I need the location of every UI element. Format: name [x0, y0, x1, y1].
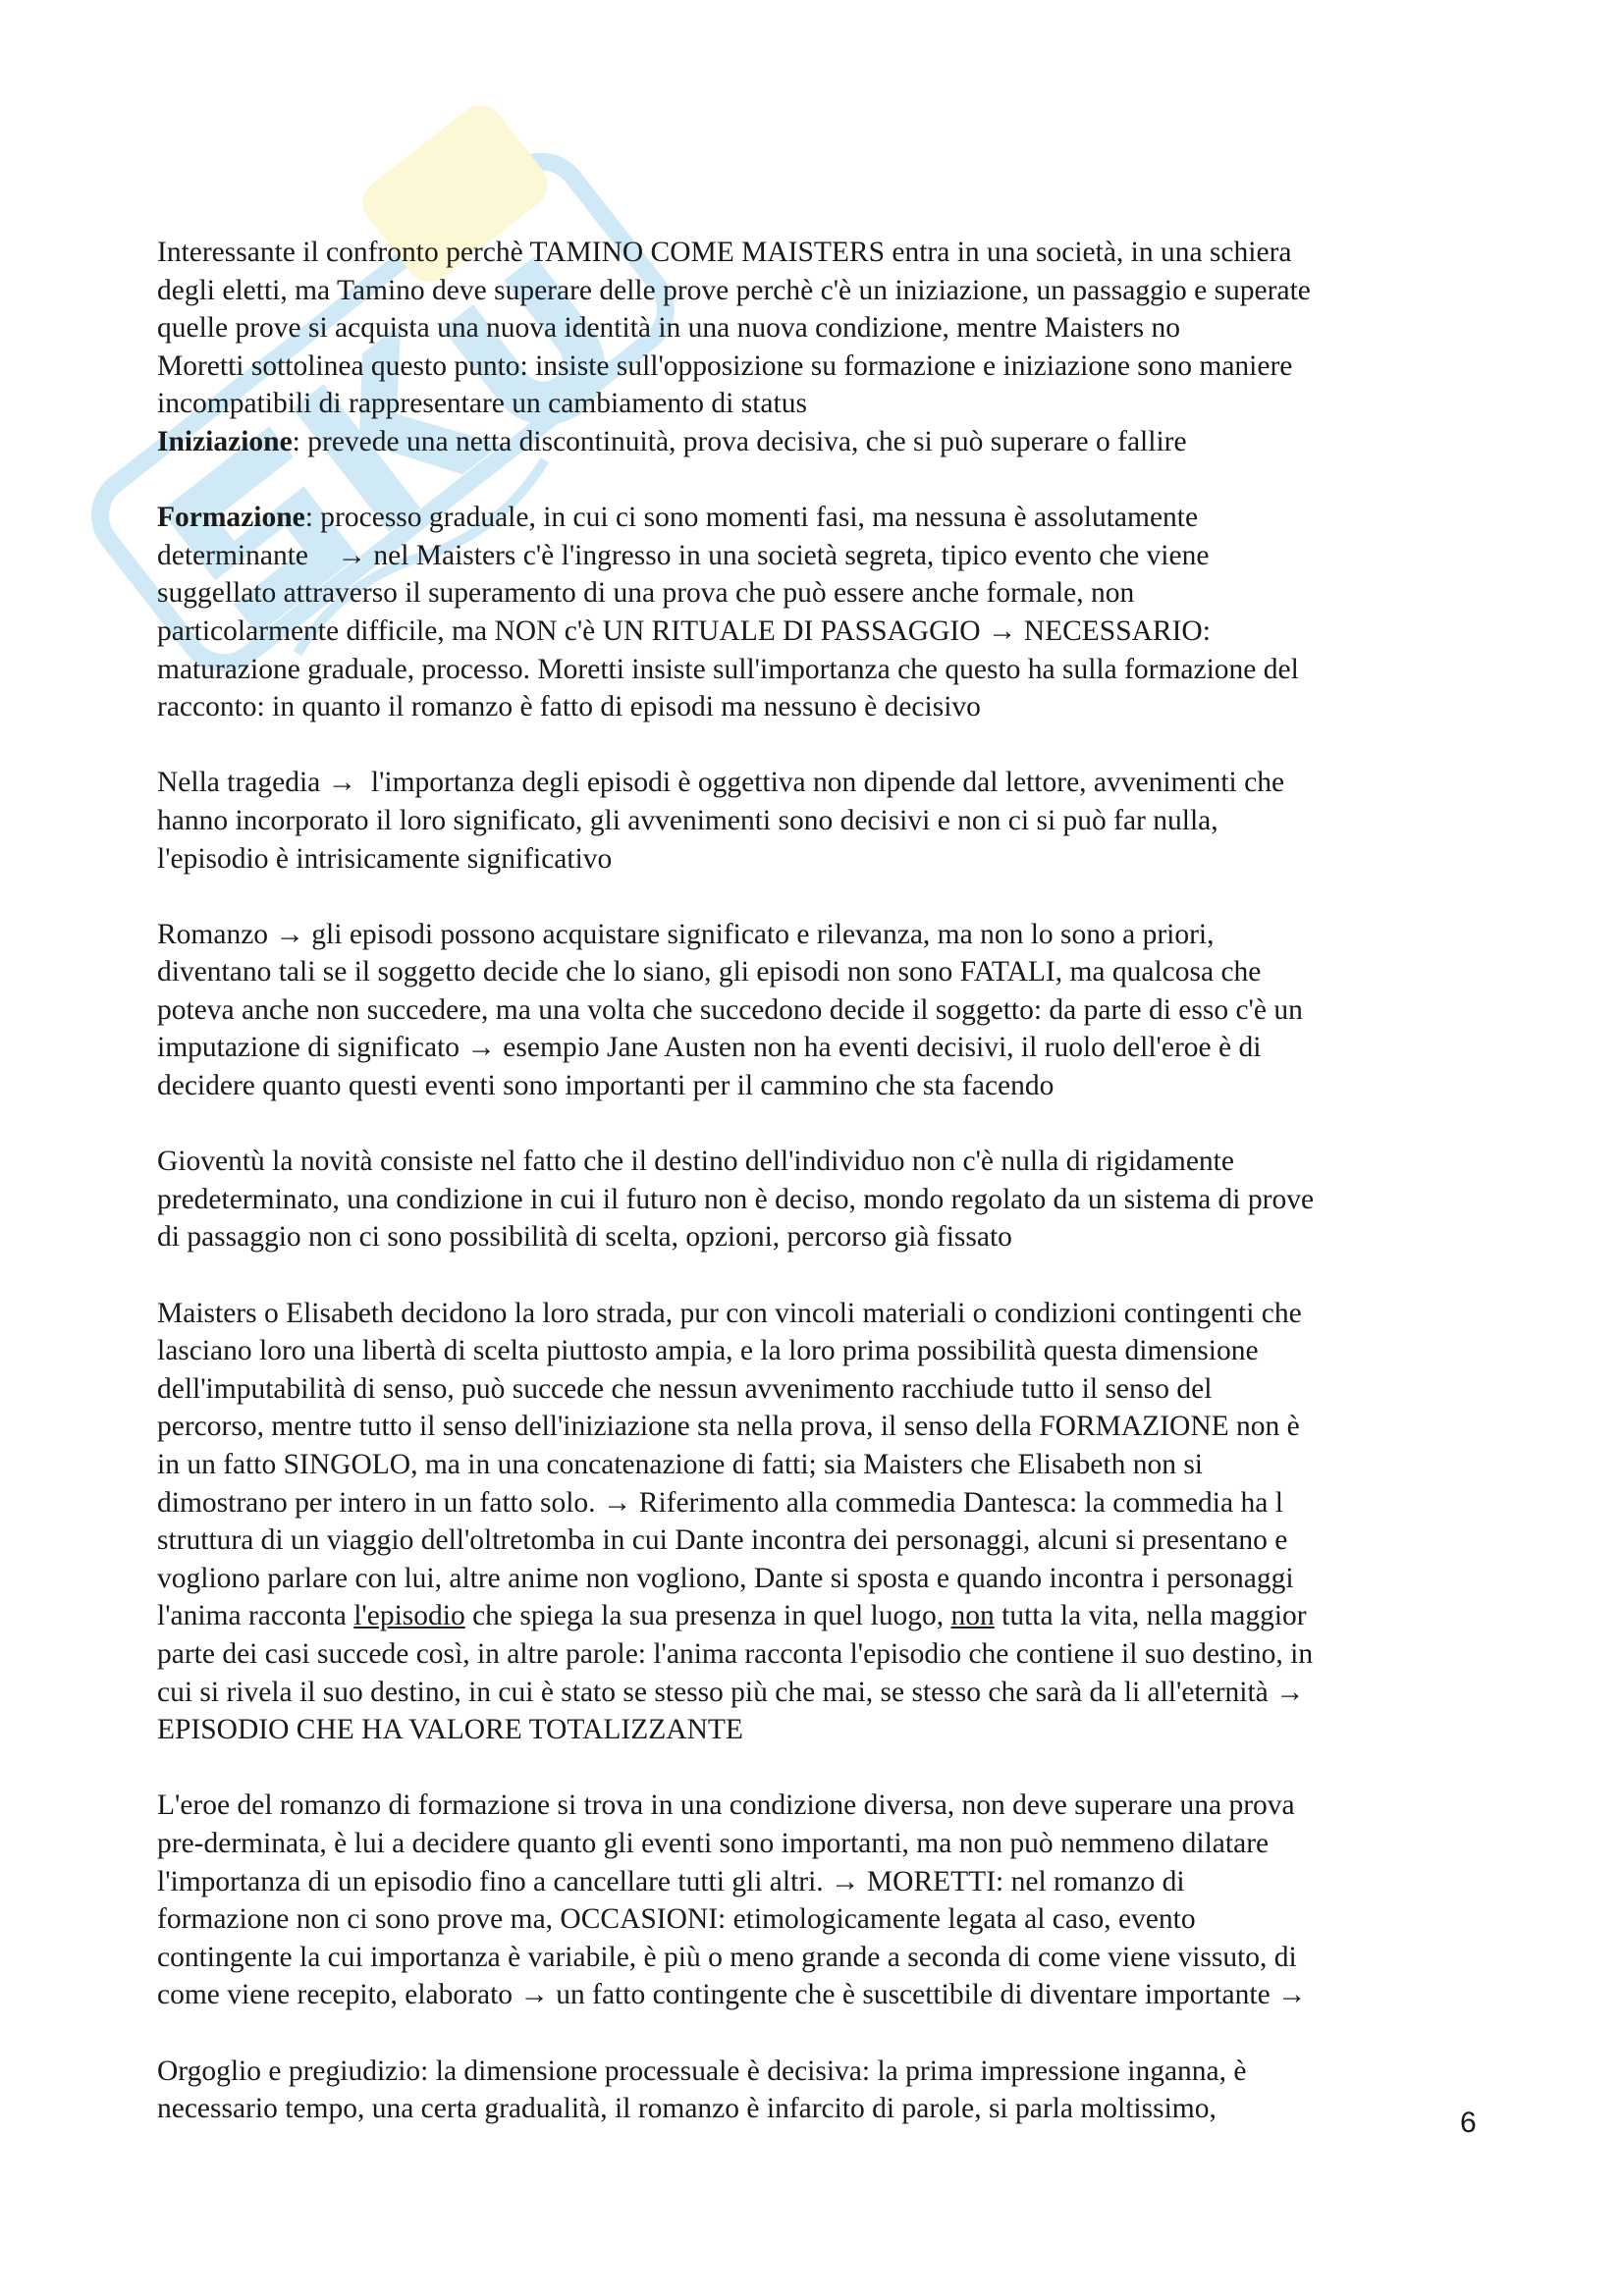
text-line: decidere quanto questi eventi sono importanti per il cammino che sta facendo	[157, 1070, 1055, 1102]
text-line: pre-derminata, è lui a decidere quanto gli eventi sono importanti, ma non può nemmeno dilatare	[157, 1827, 1270, 1859]
text-line: diventano tali se il soggetto decide che lo siano, gli episodi non sono FATALI, ma qualcosa che	[157, 956, 1262, 988]
paragraph-iniziazione	[157, 423, 1488, 461]
paragraph-romanzo	[157, 916, 1488, 1105]
text-line: percorso, mentre tutto il senso dell'iniziazione sta nella prova, il senso della FORMAZIONE non è	[157, 1411, 1300, 1443]
text-line: lasciano loro una libertà di scelta piuttosto ampia, e la loro prima possibilità questa dimensione	[157, 1335, 1259, 1367]
text-line: predeterminato, una condizione in cui il futuro non è deciso, mondo regolato da un sistema di prove	[157, 1183, 1315, 1215]
paragraph-confronto	[157, 234, 1488, 423]
text-line: l'importanza di un episodio fino a cancellare tutti gli altri. → MORETTI: nel romanzo di	[157, 1865, 1185, 1897]
text-line: di passaggio non ci sono possibilità di scelta, opzioni, percorso già fissato	[157, 1221, 1012, 1254]
paragraph-maisters-elisabeth	[157, 1295, 1488, 1749]
text-line: struttura di un viaggio dell'oltretomba in cui Dante incontra dei personaggi, alcuni si presentano e	[157, 1524, 1288, 1557]
text-line: Interessante il confronto perchè TAMINO COME MAISTERS entra in una società, in una schiera	[157, 237, 1292, 268]
text-line: determinante → nel Maisters c'è l'ingresso in una società segreta, tipico evento che viene	[157, 539, 1210, 571]
text-line: L'eroe del romanzo di formazione si trova in una condizione diversa, non deve superare una prova	[157, 1789, 1295, 1822]
document-body	[157, 234, 1488, 2128]
text-line: l'episodio è intrisicamente significativo	[157, 842, 613, 875]
text-line: poteva anche non succedere, ma una volta che succedono decide il soggetto: da parte di esso c'è un	[157, 993, 1303, 1026]
text-line: quelle prove si acquista una nuova identità in una nuova condizione, mentre Maisters no	[157, 312, 1181, 345]
text-line: tutta la vita, nella maggior	[994, 1600, 1307, 1632]
text-line: suggellato attraverso il superamento di una prova che può essere anche formale, non	[157, 577, 1135, 610]
text-line: hanno incorporato il loro significato, gli avvenimenti sono decisivi e non ci si può far nulla,	[157, 804, 1218, 836]
text-line: degli eletti, ma Tamino deve superare delle prove perchè c'è un iniziazione, un passaggio e superate	[157, 274, 1311, 306]
paragraph-tragedia	[157, 764, 1488, 878]
text-line: come viene recepito, elaborato → un fatto contingente che è suscettibile di diventare importante →	[157, 1979, 1307, 2011]
text-line: incompatibili di rappresentare un cambiamento di status	[157, 388, 807, 420]
text-line: maturazione graduale, processo. Moretti insiste sull'importanza che questo ha sulla formazione del	[157, 653, 1299, 685]
text-line: contingente la cui importanza è variabile, è più o meno grande a seconda di come viene vissuto, di	[157, 1941, 1297, 1973]
underlined-non: non	[950, 1600, 995, 1632]
text-line: : processo graduale, in cui ci sono momenti fasi, ma nessuna è assolutamente	[304, 502, 1199, 534]
page-number: 6	[1460, 2107, 1477, 2139]
text-line: Romanzo → gli episodi possono acquistare significato e rilevanza, ma non lo sono a priori,	[157, 918, 1215, 950]
term-iniziazione: Iniziazione	[157, 425, 293, 457]
text-line: racconto: in quanto il romanzo è fatto di episodi ma nessuno è decisivo	[157, 691, 981, 723]
text-line: che spiega la sua presenza in quel luogo,	[464, 1600, 951, 1632]
text-line: dimostrano per intero in un fatto solo. → Riferimento alla commedia Dantesca: la commedia ha l	[157, 1486, 1283, 1519]
text-line: EPISODIO CHE HA VALORE TOTALIZZANTE	[157, 1714, 743, 1746]
text-line: parte dei casi succede così, in altre parole: l'anima racconta l'episodio che contiene il suo destino, in	[157, 1637, 1314, 1670]
text-line: formazione non ci sono prove ma, OCCASIONI: etimologicamente legata al caso, evento	[157, 1903, 1196, 1936]
text-line: imputazione di significato → esempio Jane Austen non ha eventi decisivi, il ruolo dell'eroe è di	[157, 1032, 1262, 1064]
text-line: Orgoglio e pregiudizio: la dimensione processuale è decisiva: la prima impressione inganna, è	[157, 2055, 1247, 2087]
text-line: necessario tempo, una certa gradualità, il romanzo è infarcito di parole, si parla moltissimo,	[157, 2093, 1217, 2125]
text-line: Gioventù la novità consiste nel fatto che il destino dell'individuo non c'è nulla di rigidamente	[157, 1146, 1234, 1178]
text-line: particolarmente difficile, ma NON c'è UN RITUALE DI PASSAGGIO → NECESSARIO:	[157, 614, 1211, 647]
text-line: : prevede una netta discontinuità, prova decisiva, che si può superare o fallire	[292, 425, 1187, 457]
text-line: vogliono parlare con lui, altre anime non vogliono, Dante si sposta e quando incontra i personaggi	[157, 1562, 1294, 1594]
paragraph-orgoglio	[157, 2053, 1488, 2128]
underlined-episodio: l'episodio	[353, 1600, 465, 1632]
paragraph-eroe-romanzo	[157, 1787, 1488, 2014]
text-line: Nella tragedia → l'importanza degli episodi è oggettiva non dipende dal lettore, avvenimenti che	[157, 767, 1285, 799]
text-line: l'anima racconta	[157, 1600, 354, 1632]
text-line: in un fatto SINGOLO, ma in una concatenazione di fatti; sia Maisters che Elisabeth non si	[157, 1449, 1203, 1480]
paragraph-formazione	[157, 499, 1488, 726]
paragraph-gioventu	[157, 1143, 1488, 1256]
term-formazione: Formazione	[157, 502, 305, 534]
text-line: Moretti sottolinea questo punto: insiste sull'opposizione su formazione e iniziazione sono maniere	[157, 349, 1293, 382]
text-line: dell'imputabilità di senso, può succede che nessun avvenimento racchiude tutto il senso del	[157, 1372, 1213, 1405]
text-line: Maisters o Elisabeth decidono la loro strada, pur con vincoli materiali o condizioni contingenti che	[157, 1297, 1302, 1329]
text-line: cui si rivela il suo destino, in cui è stato se stesso più che mai, se stesso che sarà da li all'eternità →	[157, 1676, 1305, 1708]
